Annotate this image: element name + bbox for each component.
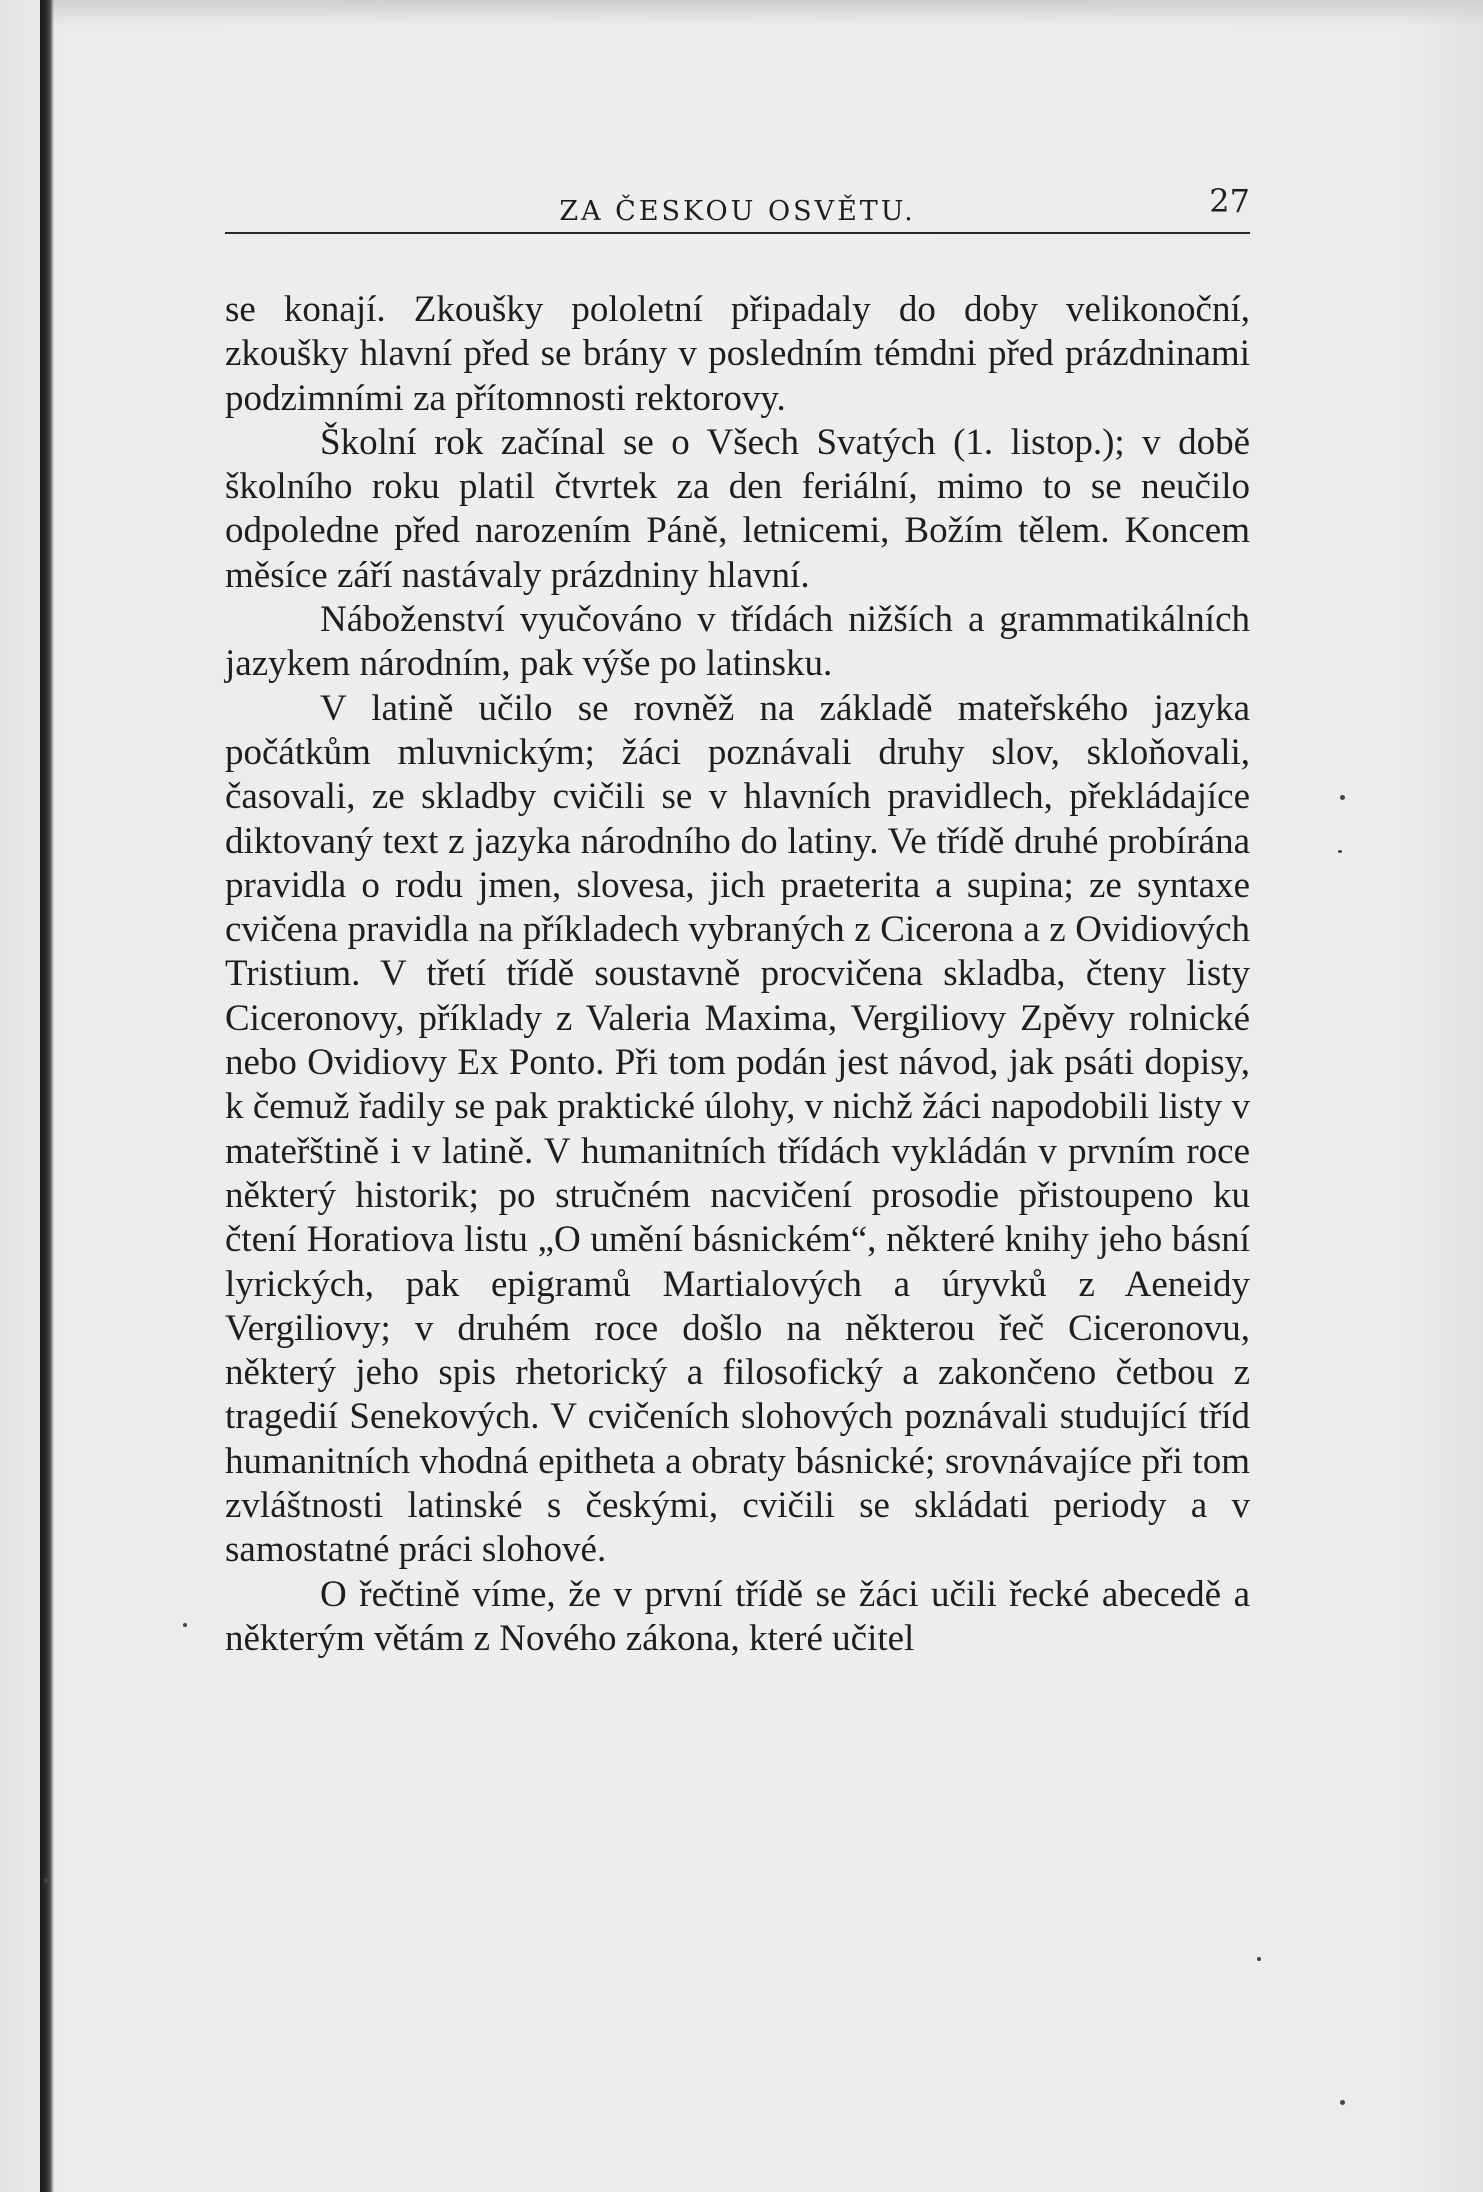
paragraph-greek: O řečtině víme, že v první třídě se žáci učili řecké abecedě a některým větám z Nového zákona, které učitel [225, 1573, 1250, 1659]
paper-speck [1340, 2100, 1345, 2105]
paragraph-school-year: Školní rok začínal se o Všech Svatých (1. listop.); v době školního roku platil čtvrtek za den feriální, mimo to se neučilo odpoledne před narozením Páně, letnicemi, Božím tělem. Koncem měsíce září nastávaly prázdniny hlavní. [225, 421, 1250, 596]
running-head [225, 178, 1250, 238]
paper-speck [1338, 850, 1342, 853]
page-number: 27 [1209, 182, 1250, 220]
body-text [225, 288, 1250, 1661]
paragraph-religion: Náboženství vyučováno v třídách nižších a grammatikálních jazykem národním, pak výše po latinsku. [225, 599, 1250, 685]
paragraph-continuation: se konají. Zkoušky pololetní připadaly do doby velikonoční, zkoušky hlavní před se brány v posledním témdni před prázdninami podzimními za přítomnosti rektorovy. [225, 289, 1250, 419]
paragraph-latin: V latině učilo se rovněž na základě mateřského jazyka počátkům mluvnickým; žáci poznávali druhy slov, skloňovali, časovali, ze skladby cvičili se v hlavních pravidlech, překládajíce diktovaný text z jazyka národního do latiny. Ve třídě druhé probírána pravidla o rodu jmen, slovesa, jich praeterita a supina; ze syntaxe cvičena pravidla na příkladech vybraných z Cicerona a z Ovidiových Tristium. V třetí třídě soustavně procvičena skladba, čteny listy Ciceronovy, příklady z Valeria Maxima, Vergiliovy Zpěvy rolnické nebo Ovidiovy Ex Ponto. Při tom podán jest návod, jak psáti dopisy, k čemuž řadily se pak praktické úlohy, v nichž žáci napodobili listy v mateřštině i v latině. V humanitních třídách vykládán v prvním roce některý historik; po stručném nacvičení prosodie přistoupeno ku čtení Horatiova listu „O umění básnickém“, některé knihy jeho básní lyrických, pak epigramů Martialových a úryvků z Aeneidy Vergiliovy; v druhém roce došlo na některou řeč Ciceronovu, některý jeho spis rhetorický a filosofický a zakončeno četbou z tragedií Senekových. V cvičeních slohových poznávali studující tříd humanitních vhodná epitheta a obraty básnické; srovnávajíce při tom zvláštnosti latinské s českými, cvičili se skládati periody a v samostatné práci slohové. [225, 687, 1250, 1571]
paper-speck [183, 1623, 187, 1627]
header-rule [225, 232, 1250, 234]
paper-speck [1257, 1957, 1261, 1961]
paper-speck [1340, 795, 1345, 800]
running-title: ZA ČESKOU OSVĚTU. [559, 196, 916, 227]
book-binding-edge [40, 0, 54, 2192]
paper-speck [44, 1878, 48, 1883]
page-top-shadow [40, 0, 1483, 26]
